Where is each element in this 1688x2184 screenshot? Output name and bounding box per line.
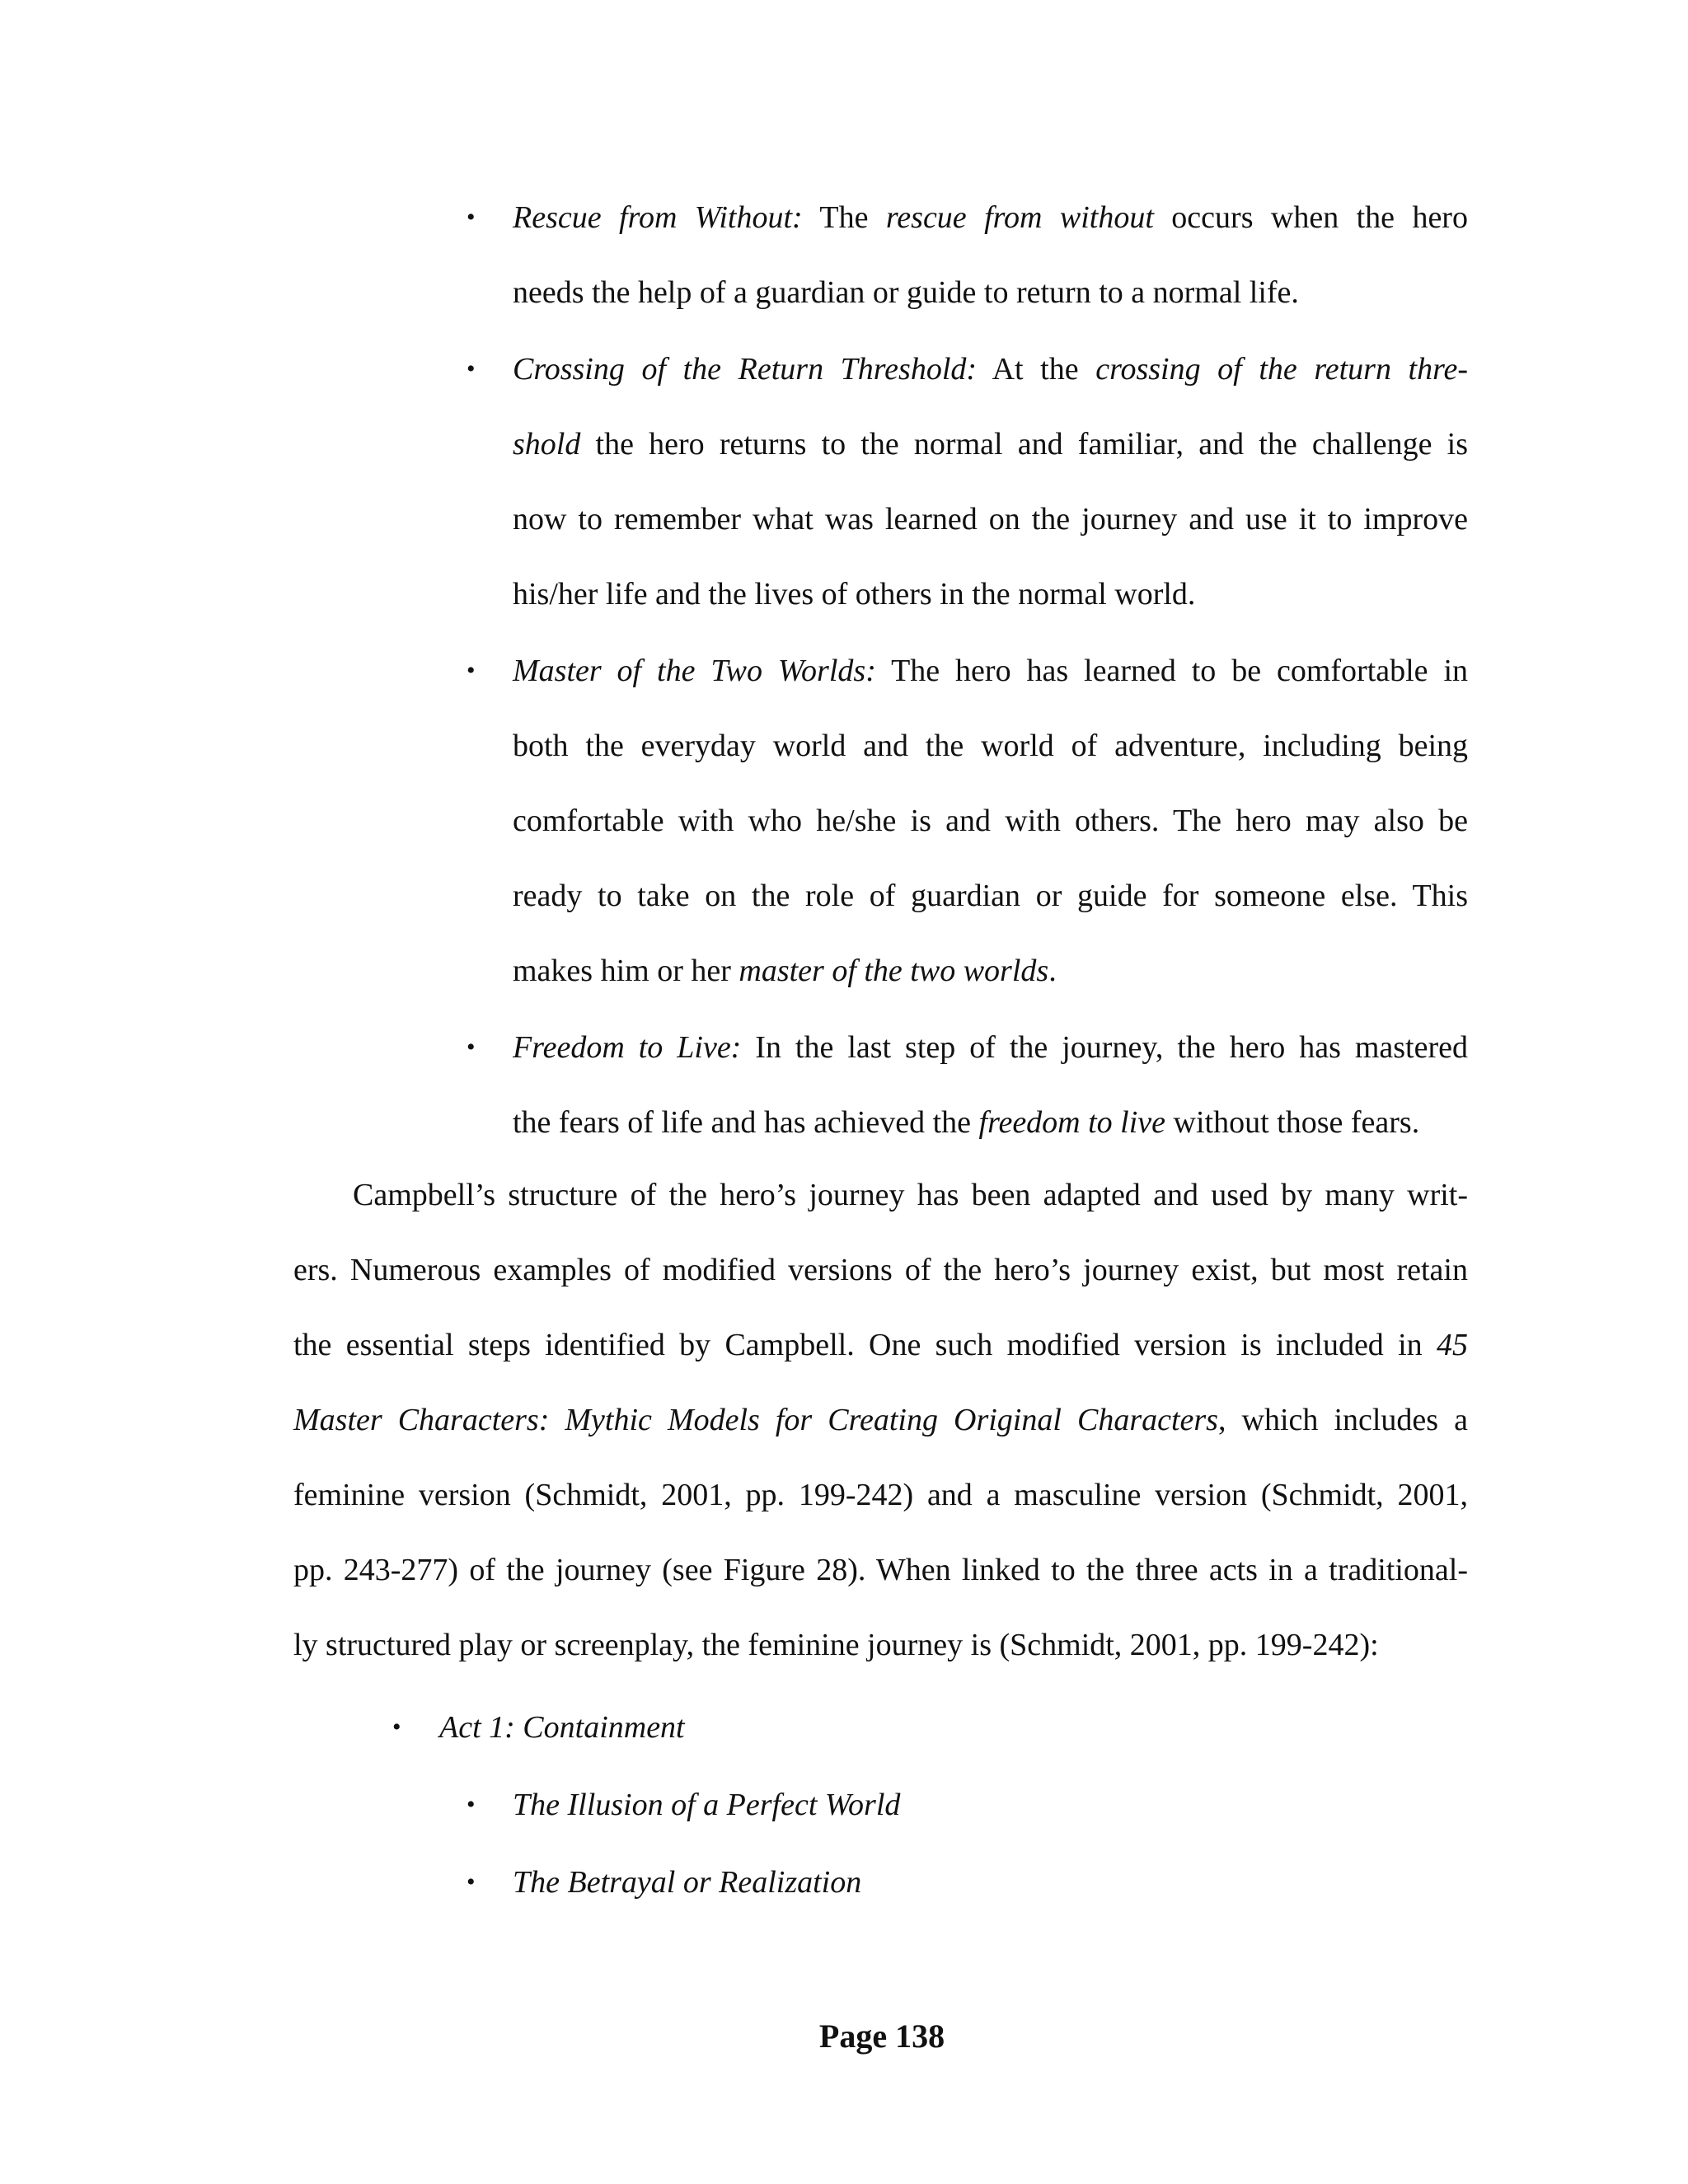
- text-run: needs the help of a guardian or guide to return to a normal life.: [513, 275, 1299, 310]
- bullet-icon: •: [467, 1868, 476, 1896]
- paragraph-line: [293, 1625, 1379, 1665]
- italic-text: Freedom to Live:: [513, 1030, 742, 1065]
- bullet-icon: •: [467, 204, 476, 231]
- list-item-label: The Betrayal or Realization: [513, 1865, 862, 1900]
- bullet-item-line: [513, 349, 1468, 389]
- paragraph-line: [293, 1250, 1468, 1290]
- bullet-item-line: [513, 651, 1468, 691]
- italic-text: rescue from without: [885, 200, 1154, 235]
- italic-text: Master Characters: Mythic Models for Creating Original Characters: [293, 1403, 1218, 1437]
- paragraph-line: [293, 1550, 1468, 1590]
- text-run: pp. 243-277) of the journey (see Figure 28). When linked to the three acts in a traditional-: [293, 1553, 1468, 1587]
- list-item: [513, 1785, 900, 1825]
- bullet-item-line: [513, 574, 1195, 614]
- bullet-item-line: [513, 424, 1468, 464]
- bullet-item-line: [513, 1028, 1468, 1067]
- text-run: , which includes a: [1217, 1403, 1468, 1437]
- bullet-icon: •: [467, 657, 476, 684]
- text-run: comfortable with who he/she is and with others. The hero may also be: [513, 804, 1468, 838]
- text-run: At the: [977, 352, 1096, 387]
- italic-text: 45: [1437, 1328, 1468, 1362]
- bullet-item-line: [513, 726, 1468, 766]
- italic-text: freedom to live: [978, 1105, 1166, 1140]
- text-run: makes him or her: [513, 954, 739, 988]
- text-run: the essential steps identified by Campbell. One such modified version is included in: [293, 1328, 1437, 1362]
- page-number: Page 138: [818, 2018, 945, 2055]
- list-item-label: The Illusion of a Perfect World: [513, 1788, 901, 1822]
- text-run: the fears of life and has achieved the: [513, 1105, 979, 1140]
- italic-text: shold: [513, 427, 581, 462]
- text-run: The hero has learned to be comfortable in: [875, 654, 1468, 688]
- text-run: ly structured play or screenplay, the feminine journey is (Schmidt, 2001, pp. 199-242):: [293, 1628, 1379, 1662]
- bullet-icon: •: [467, 1791, 476, 1818]
- italic-text: Crossing of the Return Threshold:: [513, 352, 978, 387]
- list-item: [439, 1708, 685, 1747]
- list-item-label: Act 1: Containment: [439, 1710, 685, 1745]
- bullet-item-line: [513, 1103, 1419, 1142]
- bullet-item-line: [513, 876, 1468, 916]
- text-run: In the last step of the journey, the hero has mastered: [741, 1030, 1468, 1065]
- italic-text: master of the two worlds: [738, 954, 1049, 988]
- text-run: occurs when the hero: [1153, 200, 1468, 235]
- text-run: both the everyday world and the world of adventure, including being: [513, 729, 1468, 763]
- text-run: The: [802, 200, 886, 235]
- bullet-item-line: [513, 198, 1468, 237]
- text-run: ready to take on the role of guardian or guide for someone else. This: [513, 879, 1468, 913]
- text-run: his/her life and the lives of others in the normal world.: [513, 577, 1196, 612]
- bullet-item-line: [513, 273, 1299, 312]
- text-run: .: [1048, 954, 1057, 988]
- text-run: the hero returns to the normal and familiar, and the challenge is: [580, 427, 1468, 462]
- bullet-item-line: [513, 499, 1468, 539]
- italic-text: crossing of the return thre-: [1095, 352, 1469, 387]
- bullet-icon: •: [392, 1713, 401, 1741]
- italic-text: Master of the Two Worlds:: [513, 654, 876, 688]
- text-run: without those fears.: [1165, 1105, 1420, 1140]
- bullet-item-line: [513, 951, 1057, 991]
- text-run: feminine version (Schmidt, 2001, pp. 199-242) and a masculine version (Schmidt, 2001,: [293, 1478, 1468, 1512]
- bullet-icon: •: [467, 355, 476, 382]
- list-item: [513, 1863, 861, 1902]
- paragraph-line: [293, 1400, 1468, 1440]
- paragraph-line: [353, 1175, 1468, 1215]
- text-run: Campbell’s structure of the hero’s journey has been adapted and used by many writ-: [353, 1178, 1468, 1212]
- text-run: now to remember what was learned on the journey and use it to improve: [513, 502, 1468, 537]
- paragraph-line: [293, 1475, 1468, 1515]
- bullet-item-line: [513, 801, 1468, 841]
- text-run: ers. Numerous examples of modified versions of the hero’s journey exist, but most retain: [293, 1253, 1468, 1287]
- paragraph-line: [293, 1325, 1468, 1365]
- bullet-icon: •: [467, 1033, 476, 1061]
- italic-text: Rescue from Without:: [513, 200, 803, 235]
